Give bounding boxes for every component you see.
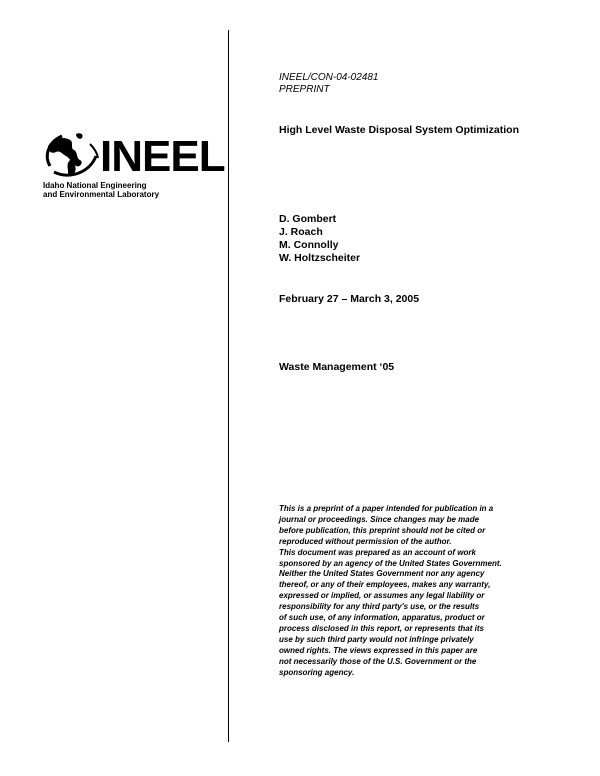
logo-subtitle-line: and Environmental Laboratory <box>43 190 160 199</box>
disclaimer-line: This is a preprint of a paper intended for publication in a <box>279 504 494 513</box>
logo-subtitle <box>43 181 159 199</box>
document-title: High Level Waste Disposal System Optimization <box>279 124 519 136</box>
disclaimer-line: process disclosed in this report, or represents that its <box>279 623 484 633</box>
disclaimer-line: This document was prepared as an account of work <box>279 547 476 557</box>
disclaimer-line: responsibility for any third party's use, or the results <box>279 602 480 612</box>
disclaimer-line: Neither the United States Government nor any agency <box>279 569 485 579</box>
conference-name: Waste Management ‘05 <box>279 361 395 373</box>
globe-icon <box>40 128 100 183</box>
conference-date: February 27 – March 3, 2005 <box>279 293 420 305</box>
disclaimer-line: sponsoring agency. <box>279 667 355 677</box>
page-divider <box>228 30 229 742</box>
document-type: PREPRINT <box>279 84 330 95</box>
disclaimer-line: before publication, this preprint should not be cited or <box>279 525 486 535</box>
disclaimer-line: sponsored by an agency of the United States Government. <box>279 558 502 568</box>
disclaimer-line: of such use, of any information, apparatus, product or <box>279 613 485 623</box>
author: J. Roach <box>279 226 323 238</box>
disclaimer-line: reproduced without permission of the author. <box>279 536 452 546</box>
ineel-logo <box>40 128 226 208</box>
document-id <box>279 72 379 96</box>
disclaimer-line: journal or proceedings. Since changes may be made <box>279 514 480 524</box>
disclaimer <box>279 504 579 679</box>
author: M. Connolly <box>279 239 339 251</box>
logo-subtitle-line: Idaho National Engineering <box>43 181 147 190</box>
author: W. Holtzscheiter <box>279 252 361 264</box>
disclaimer-line: use by such third party would not infringe privately <box>279 634 474 644</box>
author-list <box>279 213 360 265</box>
document-number: INEEL/CON-04-02481 <box>279 72 379 83</box>
disclaimer-line: thereof, or any of their employees, makes any warranty, <box>279 580 491 590</box>
disclaimer-line: expressed or implied, or assumes any legal liability or <box>279 591 485 601</box>
disclaimer-line: not necessarily those of the U.S. Government or the <box>279 656 477 666</box>
logo-wordmark: INEEL <box>100 132 225 181</box>
author: D. Gombert <box>279 213 337 225</box>
disclaimer-line: owned rights. The views expressed in this paper are <box>279 645 478 655</box>
